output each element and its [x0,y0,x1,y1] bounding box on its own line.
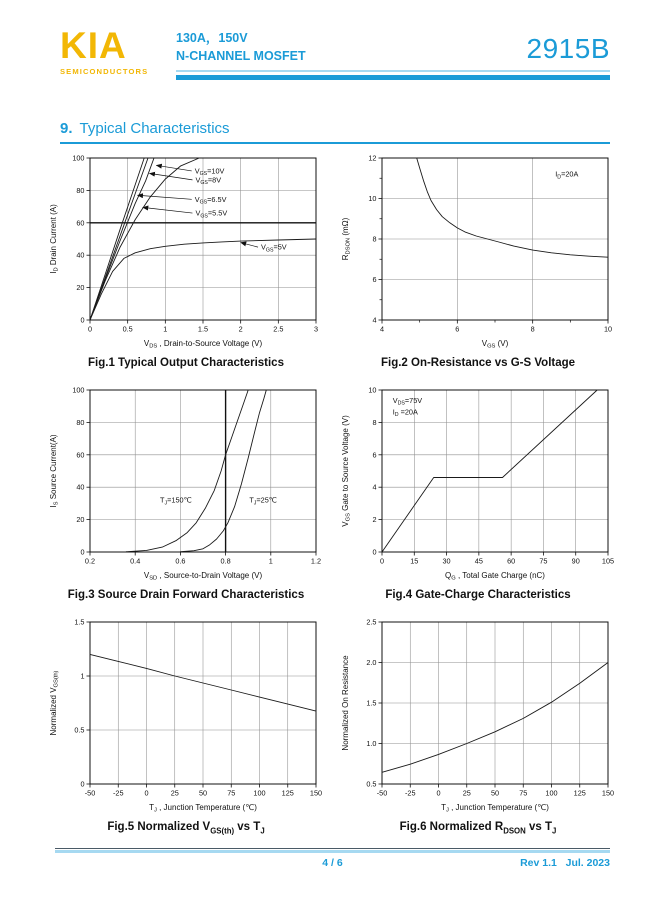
page-number: 4 / 6 [322,857,343,869]
svg-text:20: 20 [76,283,85,293]
svg-text:VGS=8V: $V_{GS}=8V$ [195,175,222,187]
svg-text:100: 100 [72,153,85,163]
svg-text:80: 80 [76,417,85,427]
charts-grid [40,150,624,835]
section-number: 9. [60,120,73,137]
svg-text:8: 8 [372,417,377,427]
kia-logo [60,25,164,80]
svg-text:105: 105 [601,556,615,566]
figure-2 [332,150,624,369]
svg-text:1.5: 1.5 [74,617,85,627]
svg-text:-50: -50 [376,788,388,798]
svg-text:1.5: 1.5 [197,324,209,334]
page-footer [55,848,610,871]
svg-text:1.5: 1.5 [366,698,377,708]
svg-text:VDS=75V: $V_{DS}=75V$ [392,396,423,407]
footer-rule-light [55,850,610,853]
svg-text:0: 0 [379,556,385,566]
svg-text:8: 8 [530,324,535,334]
svg-text:10: 10 [368,385,377,395]
svg-text:4: 4 [372,315,377,325]
svg-text:15: 15 [410,556,419,566]
svg-text:50: 50 [490,788,500,798]
svg-text:25: 25 [170,788,179,798]
svg-text:60: 60 [76,218,85,228]
svg-text:0: 0 [372,547,377,557]
svg-text:40: 40 [76,250,85,260]
svg-text:RDSON (mΩ): $R_{DSON}$ (mΩ) [341,217,352,261]
svg-text:VGS Gate to Source Voltage (V: $V_{GS}$ Gate to Source Voltage (V) [341,415,352,527]
fig6-caption: Fig.6 Normalized $R_{DSON}$ vs $T_J$ [399,821,557,836]
svg-text:125: 125 [573,788,586,798]
svg-text:VSD , Source-to-Drain Voltage: $V_{SD}$ , Source-to-Drain Voltage (V) [143,571,263,582]
svg-text:0: 0 [87,324,93,334]
svg-text:50: 50 [198,788,208,798]
svg-text:VGS=10V: $V_{GS}=10V$ [194,166,225,178]
svg-text:0: 0 [80,779,85,789]
svg-text:4: 4 [372,482,377,492]
svg-text:100: 100 [253,788,266,798]
svg-text:6: 6 [372,450,377,460]
svg-text:80: 80 [76,185,85,195]
svg-text:VGS=6.5V: $V_{GS}=6.5V$ [194,194,227,206]
svg-text:Normalized On Resistance: Normalized On Resistance [341,655,350,751]
svg-text:125: 125 [281,788,294,798]
svg-text:4: 4 [379,324,385,334]
svg-text:1: 1 [163,324,168,334]
svg-text:ID Drain Current (A): $I_D$ Drain Current (A) [49,204,60,274]
fig1-svg [46,150,326,354]
footer-row [55,857,610,871]
device-rating: 130A，150V [176,31,248,45]
svg-text:0.5: 0.5 [74,725,85,735]
svg-text:2: 2 [238,324,243,334]
svg-text:VGS=5.5V: $V_{GS}=5.5V$ [195,208,228,220]
svg-text:75: 75 [539,556,548,566]
svg-text:-25: -25 [404,788,416,798]
svg-text:IS Source Current(A): $I_S$ Source Current(A) [49,434,60,508]
header-title-row [176,28,610,63]
svg-text:0: 0 [436,788,441,798]
section-title: Typical Characteristics [79,120,230,137]
fig2-chart [332,150,624,354]
svg-text:TJ=150℃: $T_J=150℃$ [160,495,192,507]
svg-text:VDS , Drain-to-Source Voltage: $V_{DS}$ , Drain-to-Source Voltage (V) [143,339,263,350]
svg-text:25: 25 [462,788,471,798]
svg-text:2.5: 2.5 [273,324,284,334]
figure-1 [40,150,332,369]
svg-text:0.8: 0.8 [220,556,231,566]
svg-text:-25: -25 [112,788,124,798]
svg-text:60: 60 [507,556,516,566]
svg-text:VGS (V): $V_{GS}$ (V) [481,339,509,350]
section-heading [60,120,610,144]
svg-text:0: 0 [144,788,149,798]
svg-text:75: 75 [519,788,528,798]
svg-text:10: 10 [368,194,377,203]
svg-text:TJ , Junction Temperature (℃): $T_J$ , Junction Temperature (℃) [149,803,257,814]
svg-text:-50: -50 [84,788,96,798]
fig6-chart [332,614,624,818]
fig5-caption: Fig.5 Normalized $V_{GS(th)}$ vs $T_J$ [107,821,265,836]
device-summary [176,28,306,63]
fig2-svg [338,150,618,354]
svg-text:150: 150 [309,788,323,798]
svg-text:90: 90 [571,556,580,566]
svg-text:Normalized VGS(th): Normalized $V_{GS(th)}$ [49,670,60,736]
svg-text:10: 10 [603,324,613,334]
figure-6 [332,614,624,835]
svg-text:40: 40 [76,482,85,492]
svg-text:45: 45 [474,556,483,566]
svg-text:12: 12 [368,153,377,163]
fig5-chart [40,614,332,818]
fig3-chart [40,382,332,586]
svg-text:2.0: 2.0 [366,658,377,667]
svg-text:6: 6 [372,275,377,284]
svg-text:0.6: 0.6 [175,556,186,566]
svg-text:75: 75 [227,788,236,798]
fig1-caption: Fig.1 Typical Output Characteristics [88,357,284,369]
svg-text:2: 2 [372,515,377,525]
fig3-svg [46,382,326,586]
fig3-caption: Fig.3 Source Drain Forward Characteristics [67,589,305,601]
svg-text:QG , Total Gate Charge (nC): $Q_G$ , Total Gate Charge (nC) [445,571,545,582]
logo-text: KIA [60,25,127,66]
svg-text:150: 150 [601,788,615,798]
fig4-caption: Fig.4 Gate-Charge Characteristics [385,589,571,601]
header-rule-thin [176,70,610,72]
svg-text:20: 20 [76,515,85,525]
figure-4 [332,382,624,601]
svg-text:1.0: 1.0 [366,739,377,748]
svg-text:0.5: 0.5 [122,324,133,334]
revision-date: Rev 1.1 Jul. 2023 [520,857,610,869]
svg-text:TJ , Junction Temperature (℃): $T_J$ , Junction Temperature (℃) [441,803,549,814]
svg-text:VGS=5V: $V_{GS}=5V$ [261,242,287,254]
svg-text:1: 1 [80,671,85,681]
fig4-chart [332,382,624,586]
svg-text:2.5: 2.5 [366,617,377,627]
svg-text:30: 30 [442,556,451,566]
footer-rule-dark [55,848,610,849]
figure-5 [40,614,332,835]
svg-text:TJ=25℃: $T_J=25℃$ [249,495,278,507]
fig1-chart [40,150,332,354]
logo-subtext: SEMICONDUCTORS [60,67,149,77]
svg-text:0: 0 [80,547,85,557]
fig5-svg [46,614,326,818]
svg-text:1.2: 1.2 [310,556,322,566]
fig4-svg [338,382,618,586]
svg-text:100: 100 [72,385,85,395]
svg-text:0.2: 0.2 [84,556,96,566]
fig2-caption: Fig.2 On-Resistance vs G-S Voltage [380,357,576,369]
part-number: 2915B [526,33,610,64]
svg-text:0.5: 0.5 [366,779,377,789]
header-right [164,28,610,80]
figure-3 [40,382,332,601]
fig6-svg [338,614,618,818]
svg-text:100: 100 [545,788,558,798]
svg-text:8: 8 [372,234,377,244]
svg-text:3: 3 [313,324,319,334]
header-rule-thick [176,75,610,80]
svg-text:0.4: 0.4 [130,556,141,566]
svg-text:0: 0 [80,315,85,325]
device-type: N-CHANNEL MOSFET [176,49,306,63]
page-header [60,25,610,80]
svg-text:60: 60 [76,450,85,460]
svg-text:6: 6 [455,324,460,334]
svg-text:ID =20A: $I_D =20A$ [392,407,418,419]
svg-text:ID=20A: $I_D=20A$ [555,169,579,181]
svg-text:1: 1 [268,556,273,566]
